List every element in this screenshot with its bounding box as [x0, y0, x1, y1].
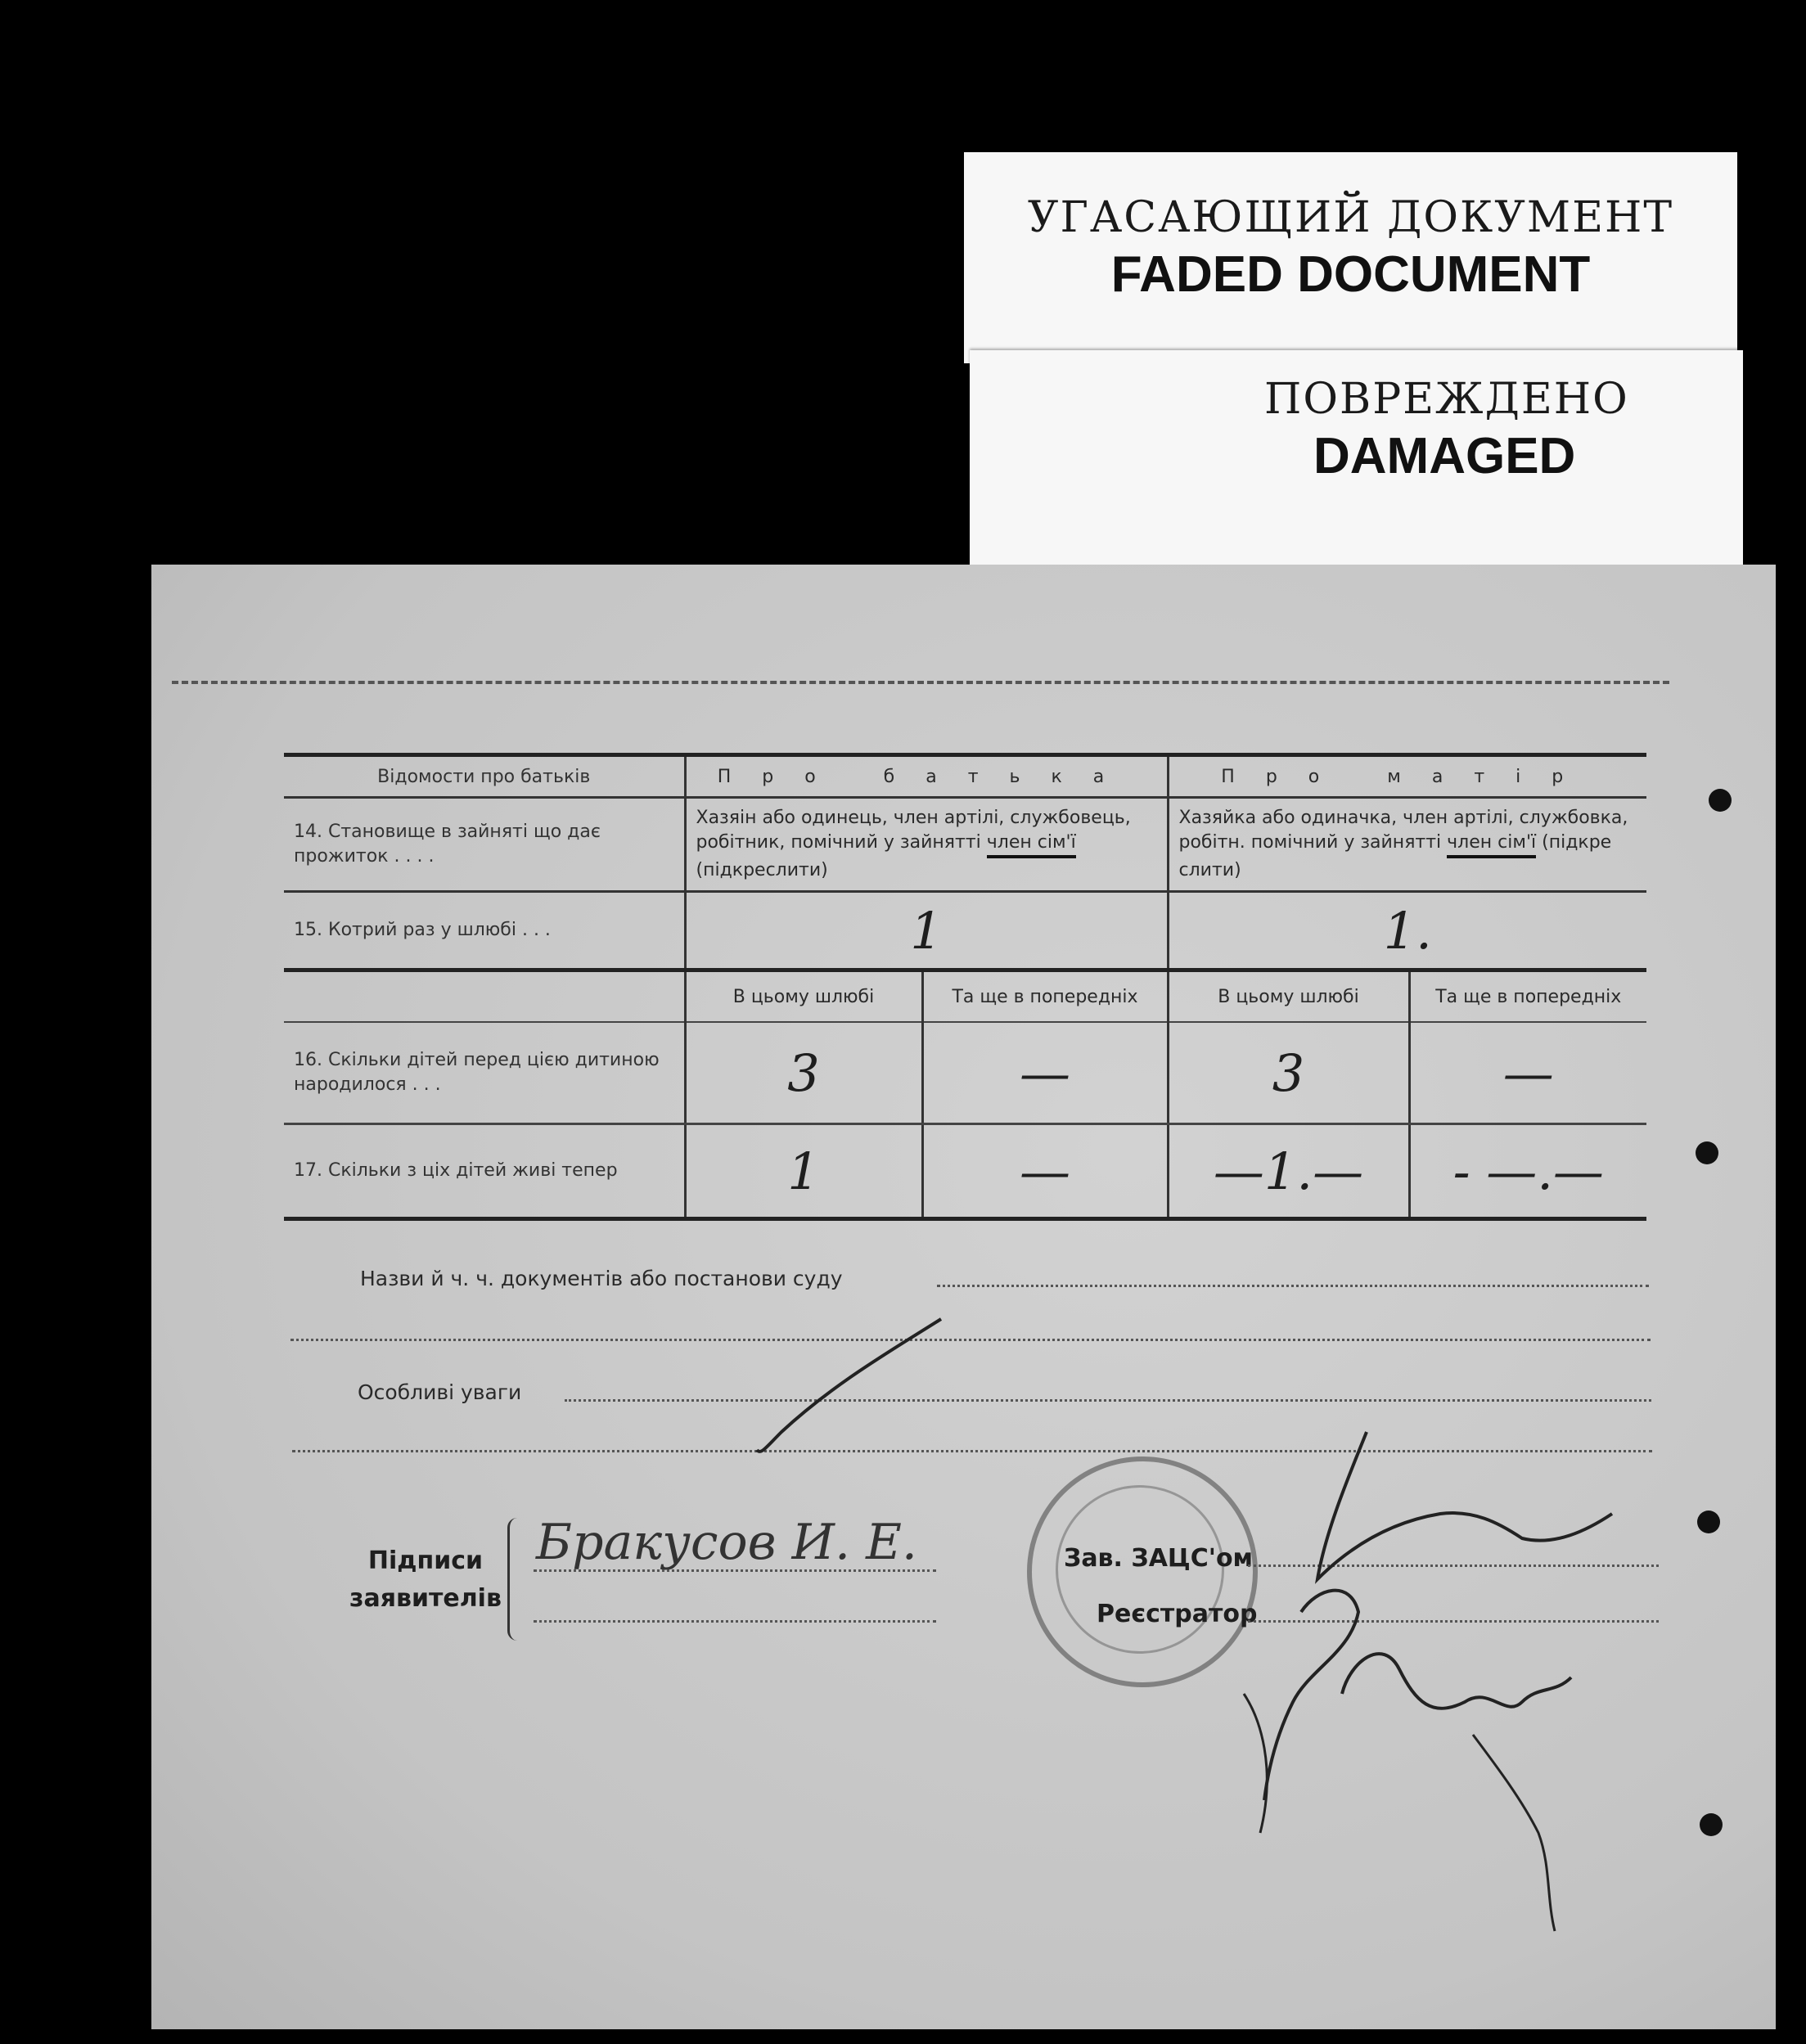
row-17-label: 17. Скільки з ціх дітей живі тепер — [284, 1124, 685, 1219]
row-17-father-this: 1 — [685, 1124, 922, 1219]
documents-dotted-line — [937, 1285, 1649, 1287]
applicants-label-line-2: заявителів — [349, 1584, 502, 1613]
applicants-label — [327, 1542, 524, 1618]
row-15-father-value: 1 — [685, 892, 1168, 970]
row-14-mother — [1168, 798, 1646, 892]
row-14-father-underlined: член сім'ї — [987, 831, 1076, 858]
applicant-dotted-line-2 — [534, 1620, 936, 1623]
parents-info-table — [284, 753, 1646, 1221]
subheader-father-previous: Та ще в попередніх — [922, 970, 1168, 1023]
applicants-label-line-1: Підписи — [367, 1547, 484, 1575]
header-mother: Про матір — [1168, 755, 1646, 798]
subheader-mother-previous: Та ще в попередніх — [1409, 970, 1646, 1023]
damaged-label-en: DAMAGED — [1313, 428, 1576, 484]
subheader-father-this: В цьому шлюбі — [685, 970, 922, 1023]
head-zags-label: Зав. ЗАЦС'ом — [1064, 1544, 1254, 1573]
row-17-children-alive — [284, 1124, 1646, 1219]
row-14-occupation — [284, 798, 1646, 892]
row-17-father-previous: — — [922, 1124, 1168, 1219]
faded-document-label — [964, 152, 1737, 363]
row-16-father-this: 3 — [685, 1022, 922, 1124]
row-14-father — [685, 798, 1168, 892]
notes-label: Особливі уваги — [358, 1380, 522, 1404]
damaged-label — [970, 350, 1743, 565]
faded-label-en: FADED DOCUMENT — [1110, 246, 1591, 303]
official-signatures-scrawl — [1227, 1424, 1653, 1947]
applicant-dotted-line-1 — [534, 1569, 936, 1572]
registrar-label: Реєстратор — [1097, 1600, 1258, 1628]
handwritten-slash — [736, 1309, 949, 1456]
binder-hole — [1697, 1510, 1720, 1533]
row-15-mother-value: 1. — [1168, 892, 1646, 970]
binder-hole — [1709, 789, 1732, 812]
row-16-mother-previous: — — [1409, 1022, 1646, 1124]
header-father: Про батька — [685, 755, 1168, 798]
row-14-father-tail: (підкреслити) — [696, 860, 828, 880]
row-16-mother-this: 3 — [1168, 1022, 1409, 1124]
row-14-mother-underlined: член сім'ї — [1447, 831, 1536, 858]
row-14-label: 14. Становище в зайняті що дає прожиток . . . . — [284, 798, 685, 892]
binder-hole — [1696, 1141, 1718, 1164]
row-15-label: 15. Котрий раз у шлюбі . . . — [284, 892, 685, 970]
row-17-mother-previous: - —.— — [1409, 1124, 1646, 1219]
row-14-mother-text: Хазяйка або одиначка, член артілі, службовка, робітн. помічний у зайнятті — [1178, 808, 1628, 853]
row-14-father-text: Хазяін або одинець, член артілі, службовець, робітник, помічний у зайнятті — [696, 808, 1131, 853]
header-parents-info: Відомости про батьків — [284, 755, 685, 798]
row-16-children-born — [284, 1022, 1646, 1124]
row-16-father-previous: — — [922, 1022, 1168, 1124]
signature-brace — [507, 1518, 526, 1641]
binder-hole — [1700, 1813, 1723, 1836]
damaged-label-ru: ПОВРЕЖДЕНО — [1264, 375, 1629, 424]
row-15-marriage-number — [284, 892, 1646, 970]
row-17-mother-this: —1.— — [1168, 1124, 1409, 1219]
notes-dotted-line — [565, 1399, 1651, 1402]
subheader-row — [284, 970, 1646, 1023]
row-14-mother-tail: (підкре слити) — [1178, 832, 1612, 880]
table-header-row — [284, 755, 1646, 798]
row-16-label: 16. Скільки дітей перед цією дитиною народилося . . . — [284, 1022, 685, 1124]
subheader-mother-this: В цьому шлюбі — [1168, 970, 1409, 1023]
documents-label: Назви й ч. ч. документів або постанови суду — [360, 1267, 843, 1290]
faded-label-ru: УГАСАЮЩИЙ ДОКУМЕНТ — [1027, 193, 1674, 242]
applicant-signature: Бракусов И. Е. — [536, 1514, 917, 1571]
perforation-line — [172, 681, 1669, 684]
documents-dotted-line-2 — [290, 1339, 1651, 1341]
subheader-empty — [284, 970, 685, 1023]
